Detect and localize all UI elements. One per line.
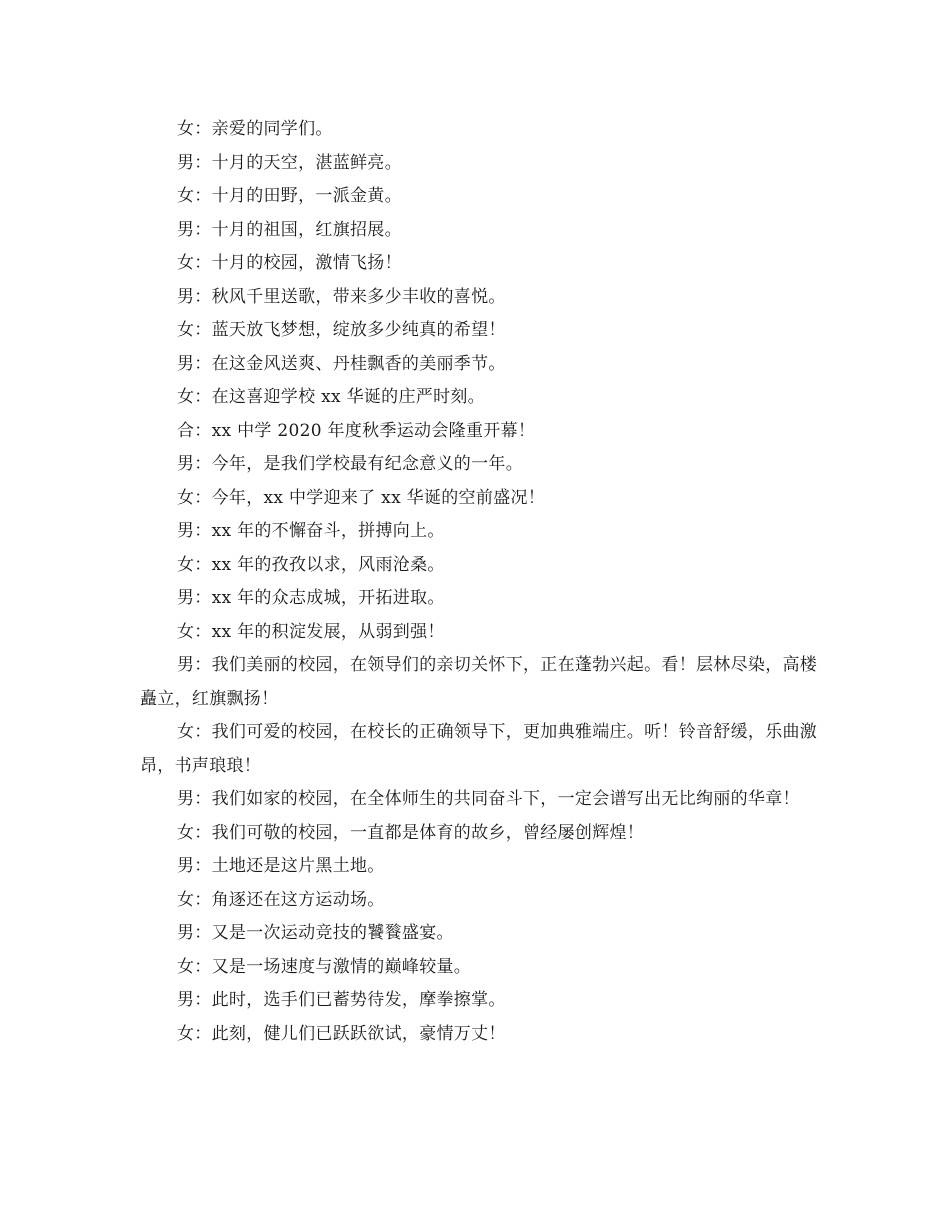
paragraph: 女：又是一场速度与激情的巅峰较量。: [177, 956, 472, 977]
paragraph: 女：我们可爱的校园，在校长的正确领导下，更加典雅端庄。听！铃音舒缓，乐曲激昂，书声琅琅！: [140, 722, 818, 776]
paragraph: 女：十月的田野，一派金黄。: [177, 186, 402, 206]
paragraph: 女：在这喜迎学校 xx 华诞的庄严时刻。: [177, 387, 485, 407]
paragraph: 男：在这金风送爽、丹桂飘香的美丽季节。: [177, 353, 506, 374]
paragraph: 女：角逐还在这方运动场。: [177, 889, 385, 910]
paragraph: 男：今年，是我们学校最有纪念意义的一年。: [177, 454, 523, 474]
document-body: [140, 113, 830, 1051]
paragraph: 女：此刻，健儿们已跃跃欲试，豪情万丈！: [177, 1023, 506, 1044]
paragraph: 女：xx 年的孜孜以求，风雨沧桑。: [177, 554, 445, 575]
paragraph: 女：亲爱的同学们。: [177, 119, 333, 139]
paragraph: 男：我们如家的校园，在全体师生的共同奋斗下，一定会谱写出无比绚丽的华章！: [177, 789, 800, 809]
paragraph: 女：xx 年的积淀发展，从弱到强！: [177, 621, 445, 642]
paragraph: 女：今年，xx 中学迎来了 xx 华诞的空前盛况！: [177, 487, 546, 508]
paragraph: 女：蓝天放飞梦想，绽放多少纯真的希望！: [177, 320, 506, 340]
paragraph: 男：xx 年的不懈奋斗，拼搏向上。: [177, 521, 445, 541]
paragraph: 女：我们可敬的校园，一直都是体育的故乡，曾经屡创辉煌！: [177, 822, 645, 843]
paragraph: 男：十月的祖国，红旗招展。: [177, 219, 402, 240]
paragraph: 男：秋风千里送歌，带来多少丰收的喜悦。: [177, 286, 506, 307]
paragraph: 女：十月的校园，激情飞扬！: [177, 253, 402, 273]
paragraph: 男：又是一次运动竞技的饕餮盛宴。: [177, 923, 454, 943]
paragraph: 男：土地还是这片黑土地。: [177, 856, 385, 876]
paragraph: 合：xx 中学 2020 年度秋季运动会隆重开幕！: [177, 420, 536, 441]
paragraph: 男：我们美丽的校园，在领导们的亲切关怀下，正在蓬勃兴起。看！层林尽染，高楼矗立，红旗飘扬！: [140, 655, 818, 709]
paragraph: 男：十月的天空，湛蓝鲜亮。: [177, 152, 402, 173]
paragraph: 男：此时，选手们已蓄势待发，摩拳擦掌。: [177, 990, 506, 1010]
paragraph: 男：xx 年的众志成城，开拓进取。: [177, 588, 445, 608]
